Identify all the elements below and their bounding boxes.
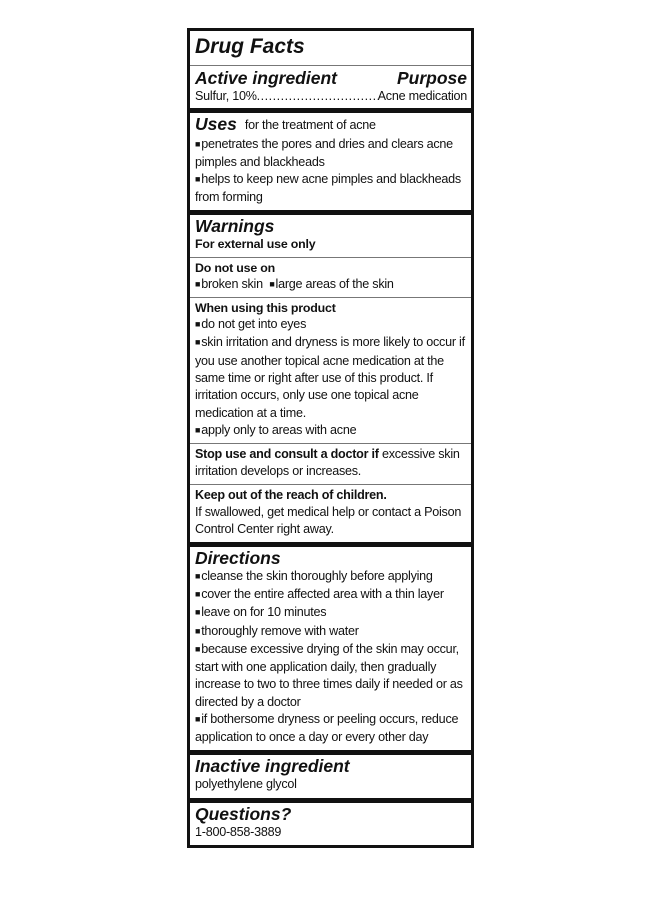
title-section <box>190 31 471 65</box>
questions-phone: 1-800-858-3889 <box>195 824 282 839</box>
active-header-row <box>195 68 467 88</box>
warnings-section <box>190 210 471 257</box>
purpose-heading: Purpose <box>396 68 467 88</box>
dot-leader <box>257 88 378 105</box>
do-not-use-heading: Do not use on <box>195 260 275 275</box>
active-ingredient-heading: Active ingredient <box>195 68 337 88</box>
drug-facts-panel <box>187 28 474 848</box>
do-not-use-item: ■ broken skin <box>195 277 263 291</box>
warnings-heading: Warnings <box>195 215 275 236</box>
do-not-use-item: ■ large areas of the skin <box>269 277 393 291</box>
directions-item: ■ if bothersome dryness or peeling occurs, reduce application to once a day or every other day <box>195 711 467 747</box>
directions-heading: Directions <box>195 547 281 568</box>
inactive-ingredient-text: polyethylene glycol <box>195 776 297 791</box>
when-using-item: ■ apply only to areas with acne <box>195 422 467 440</box>
directions-section <box>190 542 471 750</box>
when-using-item: ■ do not get into eyes <box>195 316 467 334</box>
inactive-ingredient-heading: Inactive ingredient <box>195 755 350 776</box>
when-using-item: ■ skin irritation and dryness is more likely to occur if you use another topical acne medication at the same time or right after use of this product. If irritation occurs, only use one topical acne medication at a time. <box>195 334 467 421</box>
stop-use-heading: Stop use and consult a doctor if <box>195 447 379 462</box>
questions-section <box>190 798 471 845</box>
uses-heading: Uses <box>195 114 237 135</box>
active-ingredient-name: Sulfur, 10% <box>195 89 257 103</box>
keep-out-section <box>190 484 471 542</box>
do-not-use-items <box>195 276 467 294</box>
keep-out-body: If swallowed, get medical help or contact a Poison Control Center right away. <box>195 505 462 537</box>
directions-item: ■ cleanse the skin thoroughly before applying <box>195 568 467 586</box>
do-not-use-section <box>190 257 471 297</box>
uses-item: ■ penetrates the pores and dries and clears acne pimples and blackheads <box>195 136 467 172</box>
directions-item: ■ leave on for 10 minutes <box>195 604 467 622</box>
stop-use-section <box>190 443 471 484</box>
external-use-label: For external use only <box>195 236 316 251</box>
directions-item: ■ cover the entire affected area with a thin layer <box>195 586 467 604</box>
active-ingredient-row <box>195 88 467 105</box>
keep-out-heading: Keep out of the reach of children. <box>195 487 387 502</box>
active-ingredient-section <box>190 65 471 108</box>
drug-facts-title: Drug Facts <box>195 35 305 58</box>
uses-section <box>190 108 471 209</box>
inactive-ingredient-section <box>190 750 471 798</box>
uses-item: ■ helps to keep new acne pimples and blackheads from forming <box>195 171 467 207</box>
uses-header-row <box>195 114 467 135</box>
active-ingredient-purpose: Acne medication <box>377 89 467 103</box>
when-using-heading: When using this product <box>195 301 336 316</box>
stop-use-text <box>195 446 467 481</box>
directions-item: ■ thoroughly remove with water <box>195 623 467 641</box>
when-using-section <box>190 297 471 443</box>
directions-item: ■ because excessive drying of the skin may occur, start with one application daily, then gradually increase to two to three times daily if needed or as directed by a doctor <box>195 641 467 711</box>
questions-heading: Questions? <box>195 803 292 824</box>
stop-use-body: excessive skin irritation develops or increases. <box>195 447 460 479</box>
uses-intro: for the treatment of acne <box>244 118 376 133</box>
